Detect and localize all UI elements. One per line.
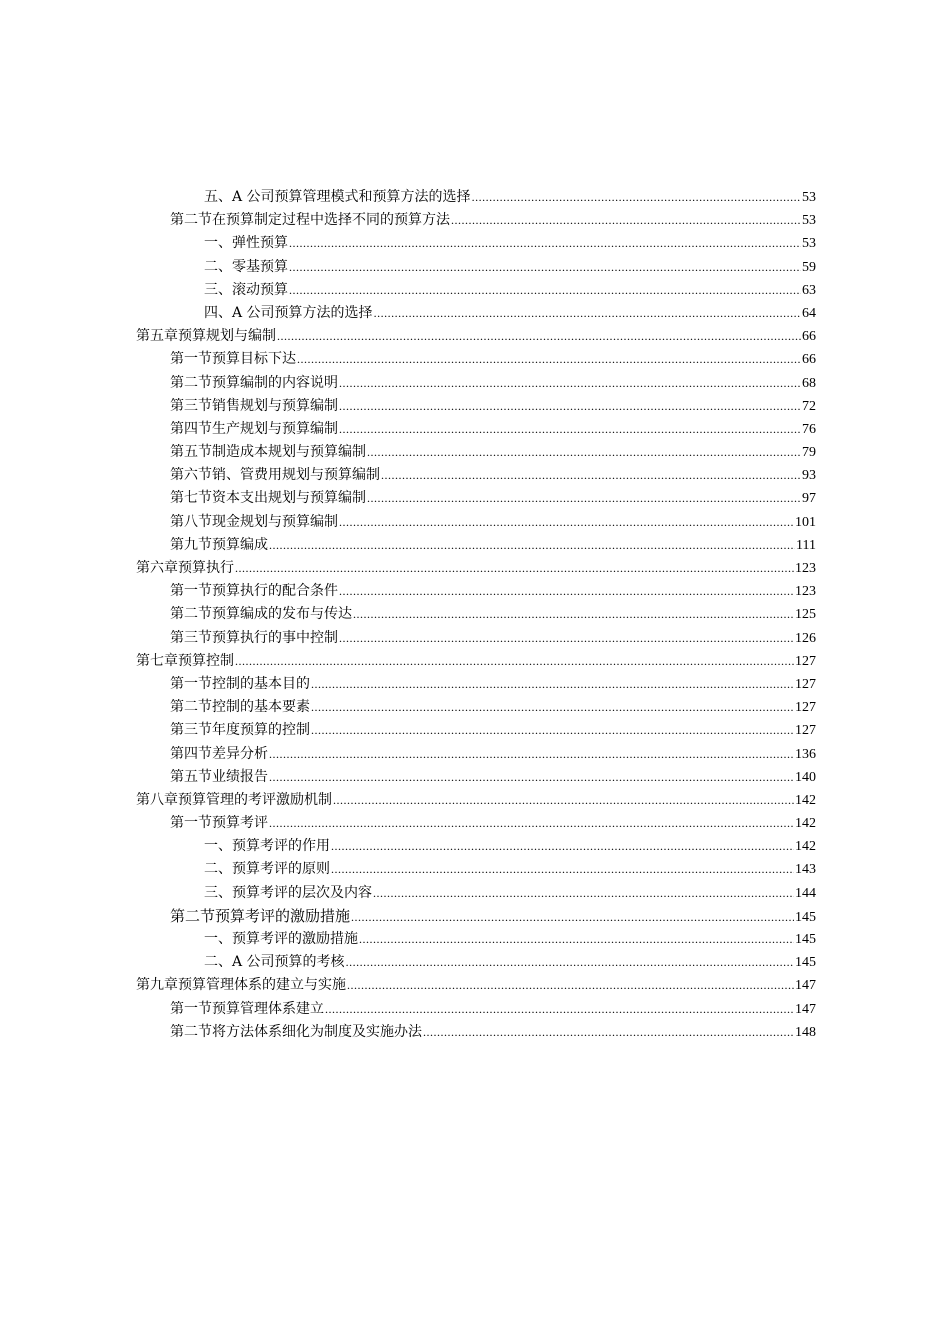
toc-entry-title: 预算考评的原则 bbox=[232, 861, 330, 878]
toc-entry-page-number: 79 bbox=[802, 445, 816, 461]
dot-leader bbox=[451, 209, 801, 232]
toc-entry-title: 预算控制 bbox=[178, 652, 234, 669]
toc-entry[interactable] bbox=[136, 372, 816, 395]
toc-entry-title: 资本支出规划与预算编制 bbox=[212, 490, 366, 507]
toc-entry-number: 第二节 bbox=[170, 906, 216, 925]
toc-entry-page-number: 147 bbox=[795, 1001, 816, 1017]
toc-entry[interactable] bbox=[136, 534, 816, 557]
toc-entry-page-number: 148 bbox=[795, 1024, 816, 1040]
toc-entry-number: 第四节 bbox=[170, 745, 212, 762]
toc-entry-page-number: 142 bbox=[795, 792, 816, 808]
toc-entry[interactable] bbox=[136, 209, 816, 232]
toc-entry-page-number: 145 bbox=[795, 955, 816, 971]
toc-entry[interactable] bbox=[136, 511, 816, 534]
toc-entry-page-number: 127 bbox=[795, 723, 816, 739]
dot-leader bbox=[339, 511, 794, 534]
dot-leader bbox=[351, 906, 794, 929]
toc-entry-number: 四、 bbox=[204, 304, 232, 321]
dot-leader bbox=[346, 951, 794, 974]
toc-entry-title: 业绩报告 bbox=[212, 768, 268, 785]
toc-entry[interactable] bbox=[136, 650, 816, 673]
toc-entry-page-number: 123 bbox=[795, 584, 816, 600]
dot-leader bbox=[347, 974, 794, 997]
toc-entry-page-number: 93 bbox=[802, 468, 816, 484]
toc-entry-number: 一、 bbox=[204, 931, 232, 947]
toc-entry[interactable] bbox=[136, 279, 816, 302]
toc-entry[interactable] bbox=[136, 835, 816, 858]
dot-leader bbox=[289, 256, 801, 279]
dot-leader bbox=[235, 557, 794, 580]
toc-entry-title: 滚动预算 bbox=[232, 281, 288, 298]
toc-entry[interactable] bbox=[136, 557, 816, 580]
toc-entry-number: 第一节 bbox=[170, 1000, 212, 1017]
toc-entry[interactable] bbox=[136, 882, 816, 905]
toc-entry-title: 现金规划与预算编制 bbox=[212, 513, 338, 530]
toc-entry-title: 年度预算的控制 bbox=[212, 722, 310, 739]
toc-entry-number: 第五节 bbox=[170, 444, 212, 461]
dot-leader bbox=[289, 279, 801, 302]
toc-entry-title: A 公司预算管理模式和预算方法的选择 bbox=[232, 189, 471, 205]
toc-entry-number: 一、 bbox=[204, 235, 232, 252]
toc-entry[interactable] bbox=[136, 256, 816, 279]
toc-entry-number: 二、 bbox=[204, 861, 232, 878]
toc-entry[interactable] bbox=[136, 302, 816, 325]
toc-entry-number: 第九节 bbox=[170, 536, 212, 553]
toc-entry-number: 第二节 bbox=[170, 699, 212, 716]
toc-entry-page-number: 53 bbox=[802, 190, 816, 205]
toc-entry-title: 预算编制的内容说明 bbox=[212, 374, 338, 391]
toc-entry-title: 预算编成的发布与传达 bbox=[212, 606, 352, 623]
toc-entry-title: 控制的基本目的 bbox=[212, 675, 310, 692]
toc-entry-number: 第六章 bbox=[136, 560, 178, 576]
toc-entry-number: 一、 bbox=[204, 838, 232, 855]
toc-entry-page-number: 143 bbox=[795, 862, 816, 878]
toc-entry[interactable] bbox=[136, 719, 816, 742]
toc-entry-number: 第三节 bbox=[170, 629, 212, 646]
toc-entry-page-number: 97 bbox=[802, 491, 816, 507]
toc-entry-title: 生产规划与预算编制 bbox=[212, 420, 338, 437]
toc-entry-title: 预算考评的层次及内容 bbox=[232, 884, 372, 901]
dot-leader bbox=[339, 627, 794, 650]
dot-leader bbox=[269, 534, 795, 557]
toc-entry[interactable] bbox=[136, 603, 816, 626]
toc-entry-title: 制造成本规划与预算编制 bbox=[212, 444, 366, 461]
toc-entry-page-number: 63 bbox=[802, 282, 816, 298]
toc-entry[interactable] bbox=[136, 1021, 816, 1044]
toc-entry-number: 第一节 bbox=[170, 675, 212, 692]
toc-entry[interactable] bbox=[136, 418, 816, 441]
toc-entry-title: 预算考评的激励措施 bbox=[215, 906, 351, 925]
toc-entry-title: 零基预算 bbox=[232, 258, 288, 275]
toc-entry-page-number: 53 bbox=[802, 213, 816, 229]
toc-entry-title: 销、管费用规划与预算编制 bbox=[212, 467, 380, 484]
dot-leader bbox=[423, 1021, 794, 1044]
toc-entry[interactable] bbox=[136, 325, 816, 348]
toc-entry[interactable] bbox=[136, 627, 816, 650]
toc-entry-page-number: 68 bbox=[802, 375, 816, 391]
toc-entry-title: 控制的基本要素 bbox=[212, 699, 310, 716]
toc-entry-title: 差异分析 bbox=[212, 745, 268, 762]
toc-entry-page-number: 76 bbox=[802, 421, 816, 437]
toc-entry-page-number: 66 bbox=[802, 329, 816, 345]
toc-entry-title: 销售规划与预算编制 bbox=[212, 397, 338, 414]
toc-entry-title: 预算考评的作用 bbox=[232, 838, 330, 855]
toc-entry-number: 第三节 bbox=[170, 722, 212, 739]
toc-entry-title: 预算考评 bbox=[212, 815, 268, 832]
dot-leader bbox=[311, 719, 794, 742]
toc-entry-number: 第三节 bbox=[170, 397, 212, 414]
dot-leader bbox=[339, 372, 801, 395]
toc-entry[interactable] bbox=[136, 696, 816, 719]
toc-entry-title: 预算管理体系建立 bbox=[212, 1000, 324, 1017]
toc-entry-page-number: 59 bbox=[802, 259, 816, 275]
dot-leader bbox=[269, 743, 794, 766]
toc-entry[interactable] bbox=[136, 743, 816, 766]
toc-entry-page-number: 64 bbox=[802, 305, 816, 321]
dot-leader bbox=[339, 395, 801, 418]
table-of-contents bbox=[136, 186, 816, 1044]
toc-entry-title: 将方法体系细化为制度及实施办法 bbox=[212, 1023, 422, 1040]
toc-entry-page-number: 145 bbox=[795, 932, 816, 947]
toc-entry-number: 第四节 bbox=[170, 420, 212, 437]
toc-entry-number: 三、 bbox=[204, 281, 232, 298]
toc-entry-page-number: 127 bbox=[795, 676, 816, 692]
toc-entry[interactable] bbox=[136, 905, 816, 928]
toc-entry-title: A 公司预算方法的选择 bbox=[232, 304, 373, 321]
toc-entry-number: 第五节 bbox=[170, 768, 212, 785]
dot-leader bbox=[289, 232, 801, 255]
toc-entry-title: 预算管理的考评激励机制 bbox=[178, 791, 332, 808]
toc-entry-page-number: 136 bbox=[795, 746, 816, 762]
toc-entry-number: 二、 bbox=[204, 258, 232, 275]
toc-entry[interactable] bbox=[136, 928, 816, 951]
toc-entry-number: 第一节 bbox=[170, 815, 212, 832]
dot-leader bbox=[367, 487, 801, 510]
toc-entry-title: 预算执行的配合条件 bbox=[212, 583, 338, 600]
dot-leader bbox=[235, 650, 794, 673]
toc-entry-number: 三、 bbox=[204, 884, 232, 901]
toc-entry-title: 预算规划与编制 bbox=[178, 328, 276, 345]
toc-entry-page-number: 101 bbox=[795, 514, 816, 530]
toc-entry[interactable] bbox=[136, 464, 816, 487]
toc-entry-page-number: 123 bbox=[795, 561, 816, 576]
toc-entry-title: 在预算制定过程中选择不同的预算方法 bbox=[212, 212, 450, 229]
dot-leader bbox=[472, 186, 801, 209]
toc-entry-page-number: 72 bbox=[802, 398, 816, 414]
toc-entry-page-number: 144 bbox=[795, 885, 816, 901]
dot-leader bbox=[311, 673, 794, 696]
toc-entry[interactable] bbox=[136, 487, 816, 510]
dot-leader bbox=[333, 789, 794, 812]
toc-entry-page-number: 53 bbox=[802, 236, 816, 252]
toc-entry[interactable] bbox=[136, 789, 816, 812]
toc-entry-title: 预算执行的事中控制 bbox=[212, 629, 338, 646]
toc-entry[interactable] bbox=[136, 998, 816, 1021]
dot-leader bbox=[353, 603, 794, 626]
toc-entry-number: 第二节 bbox=[170, 606, 212, 623]
toc-entry[interactable] bbox=[136, 766, 816, 789]
toc-entry-number: 第七章 bbox=[136, 652, 178, 669]
toc-entry-title: 预算目标下达 bbox=[212, 351, 296, 368]
toc-entry-number: 五、 bbox=[204, 189, 232, 205]
dot-leader bbox=[367, 441, 801, 464]
toc-entry-number: 第二节 bbox=[170, 212, 212, 229]
toc-entry-number: 第五章 bbox=[136, 328, 178, 345]
toc-entry[interactable] bbox=[136, 951, 816, 974]
toc-entry-number: 第六节 bbox=[170, 467, 212, 484]
toc-entry[interactable] bbox=[136, 673, 816, 696]
toc-entry[interactable] bbox=[136, 812, 816, 835]
dot-leader bbox=[269, 766, 794, 789]
dot-leader bbox=[325, 998, 794, 1021]
toc-entry-number: 第八章 bbox=[136, 791, 178, 808]
toc-entry-title: 预算考评的激励措施 bbox=[232, 931, 358, 947]
dot-leader bbox=[297, 348, 801, 371]
toc-entry-title: A 公司预算的考核 bbox=[232, 954, 345, 971]
toc-entry-page-number: 142 bbox=[795, 816, 816, 832]
toc-entry-number: 第八节 bbox=[170, 513, 212, 530]
toc-entry-number: 第二节 bbox=[170, 374, 212, 391]
dot-leader bbox=[339, 580, 794, 603]
dot-leader bbox=[269, 812, 794, 835]
toc-entry[interactable] bbox=[136, 395, 816, 418]
toc-entry[interactable] bbox=[136, 186, 816, 209]
toc-entry-page-number: 147 bbox=[795, 978, 816, 994]
dot-leader bbox=[359, 928, 794, 951]
toc-entry-page-number: 126 bbox=[795, 630, 816, 646]
dot-leader bbox=[331, 858, 794, 881]
toc-entry-page-number: 66 bbox=[802, 352, 816, 368]
dot-leader bbox=[381, 464, 801, 487]
dot-leader bbox=[339, 418, 801, 441]
toc-entry-number: 第二节 bbox=[170, 1023, 212, 1040]
toc-entry-title: 预算执行 bbox=[178, 560, 234, 576]
toc-entry[interactable] bbox=[136, 858, 816, 881]
dot-leader bbox=[373, 882, 794, 905]
toc-entry-number: 第七节 bbox=[170, 490, 212, 507]
toc-entry[interactable] bbox=[136, 441, 816, 464]
toc-entry-page-number: 142 bbox=[795, 839, 816, 855]
dot-leader bbox=[331, 835, 794, 858]
toc-entry-page-number: 125 bbox=[795, 607, 816, 623]
toc-entry-number: 第一节 bbox=[170, 351, 212, 368]
toc-entry[interactable] bbox=[136, 348, 816, 371]
toc-entry-title: 预算编成 bbox=[212, 536, 268, 553]
toc-entry[interactable] bbox=[136, 580, 816, 603]
toc-entry-page-number: 111 bbox=[796, 537, 816, 553]
toc-entry-page-number: 140 bbox=[795, 769, 816, 785]
dot-leader bbox=[277, 325, 801, 348]
toc-entry-title: 弹性预算 bbox=[232, 235, 288, 252]
toc-entry-number: 第一节 bbox=[170, 583, 212, 600]
toc-entry[interactable] bbox=[136, 974, 816, 997]
toc-entry[interactable] bbox=[136, 232, 816, 255]
toc-entry-page-number: 145 bbox=[795, 909, 816, 925]
dot-leader bbox=[374, 302, 801, 325]
toc-entry-number: 第九章 bbox=[136, 977, 178, 994]
toc-entry-page-number: 127 bbox=[795, 653, 816, 669]
dot-leader bbox=[311, 696, 794, 719]
toc-entry-number: 二、 bbox=[204, 954, 232, 971]
toc-entry-page-number: 127 bbox=[795, 700, 816, 716]
toc-entry-title: 预算管理体系的建立与实施 bbox=[178, 977, 346, 994]
